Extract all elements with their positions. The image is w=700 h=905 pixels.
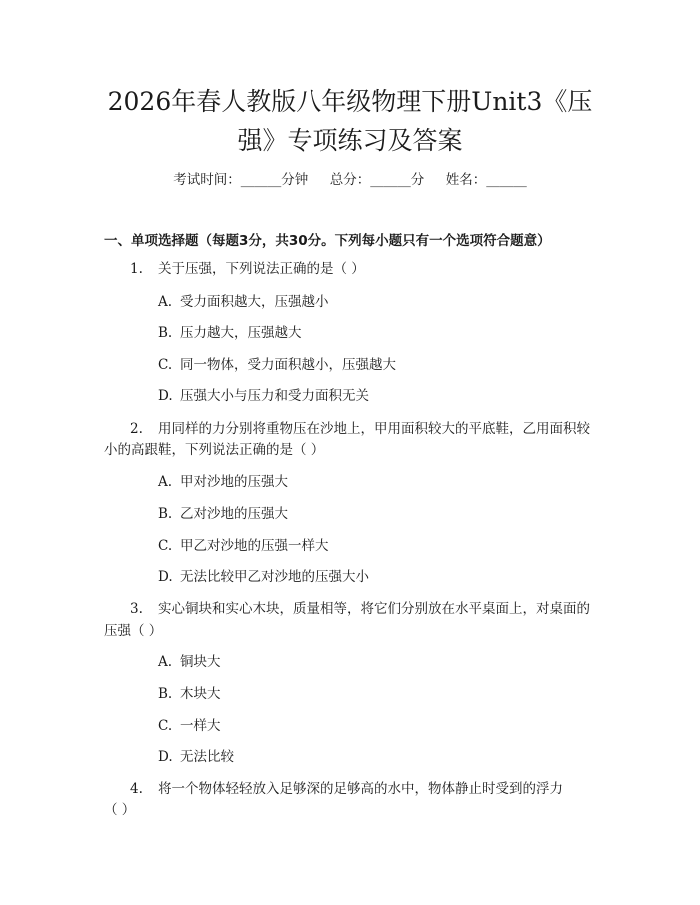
question-number: 4.: [130, 781, 143, 797]
option-letter: B.: [158, 686, 173, 702]
question-3-continuation: 压强（ ）: [104, 623, 163, 639]
option-letter: D.: [158, 749, 173, 765]
option-text: 木块大: [180, 686, 221, 702]
question-number: 1.: [130, 261, 143, 277]
question-1: [130, 259, 365, 279]
option-text: 甲乙对沙地的压强一样大: [180, 538, 329, 554]
option-b: [158, 684, 221, 704]
option-text: 无法比较: [180, 749, 234, 765]
option-b: [158, 323, 302, 343]
document-title: [60, 82, 640, 160]
option-letter: A.: [158, 294, 173, 310]
exam-info-line: 考试时间：______分钟 总分：______分 姓名：______: [173, 172, 527, 188]
option-c: [158, 716, 221, 736]
section-heading: 一、单项选择题（每题3分，共30分。下列每小题只有一个选项符合题意）: [104, 233, 551, 249]
option-text: 无法比较甲乙对沙地的压强大小: [180, 569, 369, 585]
option-text: 铜块大: [180, 654, 221, 670]
option-a: [158, 292, 329, 312]
option-text: 同一物体，受力面积越小，压强越大: [180, 357, 396, 373]
option-c: [158, 355, 396, 375]
question-3: [130, 599, 590, 619]
question-text: 关于压强，下列说法正确的是（ ）: [158, 261, 365, 277]
question-text: 将一个物体轻轻放入足够深的足够高的水中，物体静止时受到的浮力: [158, 781, 563, 797]
option-text: 受力面积越大，压强越小: [180, 294, 329, 310]
option-letter: D.: [158, 569, 173, 585]
option-d: [158, 747, 234, 767]
option-text: 一样大: [180, 718, 221, 734]
option-letter: B.: [158, 325, 173, 341]
question-number: 2.: [130, 421, 143, 437]
option-letter: C.: [158, 718, 173, 734]
option-letter: C.: [158, 538, 173, 554]
title-line-1: 2026年春人教版八年级物理下册Unit3《压: [107, 87, 593, 116]
option-letter: C.: [158, 357, 173, 373]
option-text: 压力越大，压强越大: [180, 325, 302, 341]
question-2-continuation: 小的高跟鞋，下列说法正确的是（ ）: [104, 442, 325, 458]
question-text: 用同样的力分别将重物压在沙地上，甲用面积较大的平底鞋，乙用面积较: [158, 421, 590, 437]
option-d: [158, 386, 369, 406]
option-text: 乙对沙地的压强大: [180, 506, 288, 522]
option-letter: B.: [158, 506, 173, 522]
option-letter: A.: [158, 474, 173, 490]
question-4: [130, 779, 563, 799]
question-text: 实心铜块和实心木块，质量相等，将它们分别放在水平桌面上，对桌面的: [158, 601, 590, 617]
option-letter: D.: [158, 388, 173, 404]
option-c: [158, 536, 329, 556]
option-a: [158, 472, 288, 492]
option-text: 甲对沙地的压强大: [180, 474, 288, 490]
question-number: 3.: [130, 601, 143, 617]
title-line-2: 强》专项练习及答案: [237, 126, 463, 155]
option-b: [158, 504, 288, 524]
option-text: 压强大小与压力和受力面积无关: [180, 388, 369, 404]
question-2: [130, 419, 590, 439]
option-a: [158, 652, 221, 672]
option-letter: A.: [158, 654, 173, 670]
question-4-continuation: （ ）: [104, 802, 136, 818]
option-d: [158, 567, 369, 587]
